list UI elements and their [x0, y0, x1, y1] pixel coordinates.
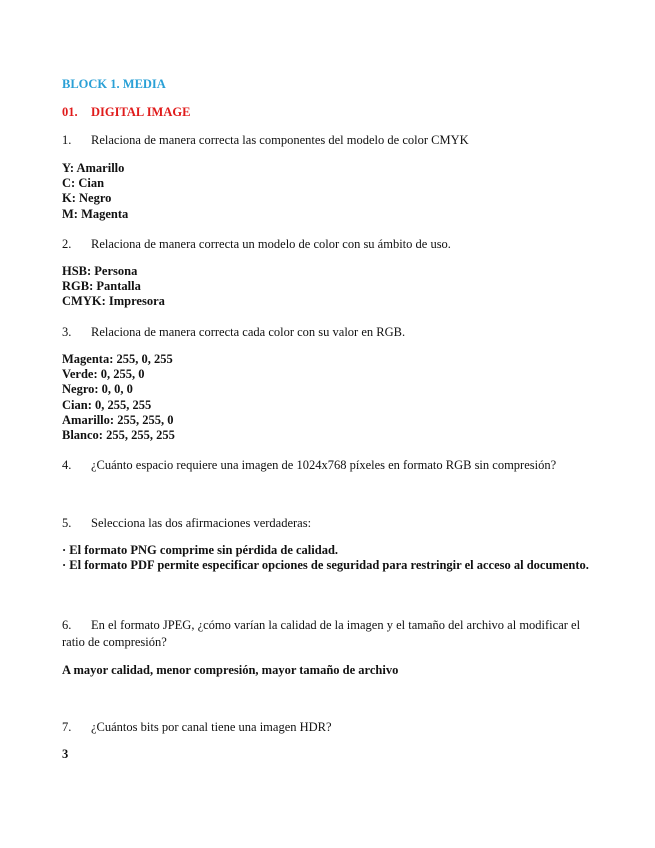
answer-list-3 — [62, 352, 175, 443]
question-7 — [62, 719, 607, 736]
question-text: ¿Cuántos bits por canal tiene una imagen HDR? — [91, 720, 332, 734]
question-number: 7. — [62, 720, 72, 734]
answer-item: HSB: Persona — [62, 264, 138, 278]
answer-item: C: Cian — [62, 176, 105, 191]
answer-item: A mayor calidad, menor compresión, mayor tamaño de archivo — [62, 663, 399, 677]
answer-item: Cian: 0, 255, 255 — [62, 397, 152, 412]
answer-item: CMYK: Impresora — [62, 294, 165, 309]
question-number: 4. — [62, 458, 72, 472]
answer-item: K: Negro — [62, 191, 112, 206]
block-title — [62, 77, 166, 92]
question-6 — [62, 617, 602, 651]
answer-list-7 — [62, 747, 68, 762]
answer-item: RGB: Pantalla — [62, 279, 141, 294]
answer-item: · El formato PDF permite especificar opciones de seguridad para restringir el acceso al documento. — [62, 558, 589, 573]
answer-item: M: Magenta — [62, 206, 129, 221]
question-number: 3. — [62, 325, 72, 339]
question-text: ¿Cuánto espacio requiere una imagen de 1024x768 píxeles en formato RGB sin compresión? — [91, 458, 557, 472]
question-number: 2. — [62, 237, 72, 251]
question-text: Relaciona de manera correcta un modelo de color con su ámbito de uso. — [91, 237, 451, 251]
block-title-text: BLOCK 1. MEDIA — [62, 77, 166, 91]
question-2 — [62, 236, 607, 253]
answer-list-5 — [62, 543, 592, 573]
question-3 — [62, 324, 607, 341]
question-number: 5. — [62, 516, 72, 530]
answer-list-2 — [62, 264, 165, 310]
answer-item: Verde: 0, 255, 0 — [62, 367, 145, 382]
answer-item: 3 — [62, 747, 69, 761]
question-number: 1. — [62, 133, 72, 147]
answer-list-1 — [62, 161, 128, 222]
question-text: En el formato JPEG, ¿cómo varían la calidad de la imagen y el tamaño del archivo al modificar el ratio de compresión? — [62, 618, 581, 649]
question-text: Selecciona las dos afirmaciones verdaderas: — [91, 516, 312, 530]
answer-list-6 — [62, 663, 398, 678]
question-number: 6. — [62, 618, 72, 632]
question-4 — [62, 457, 607, 474]
answer-item: Amarillo: 255, 255, 0 — [62, 412, 174, 427]
answer-item: · El formato PNG comprime sin pérdida de calidad. — [62, 543, 339, 557]
section-title: DIGITAL IMAGE — [91, 105, 191, 119]
answer-item: Y: Amarillo — [62, 161, 125, 175]
question-text: Relaciona de manera correcta las componentes del modelo de color CMYK — [91, 133, 469, 147]
section-number: 01. — [62, 105, 78, 119]
answer-item: Negro: 0, 0, 0 — [62, 382, 133, 397]
section-heading — [62, 105, 190, 120]
question-text: Relaciona de manera correcta cada color con su valor en RGB. — [91, 325, 406, 339]
answer-item: Magenta: 255, 0, 255 — [62, 352, 173, 366]
question-1 — [62, 132, 607, 149]
answer-item: Blanco: 255, 255, 255 — [62, 428, 175, 443]
question-5 — [62, 515, 607, 532]
